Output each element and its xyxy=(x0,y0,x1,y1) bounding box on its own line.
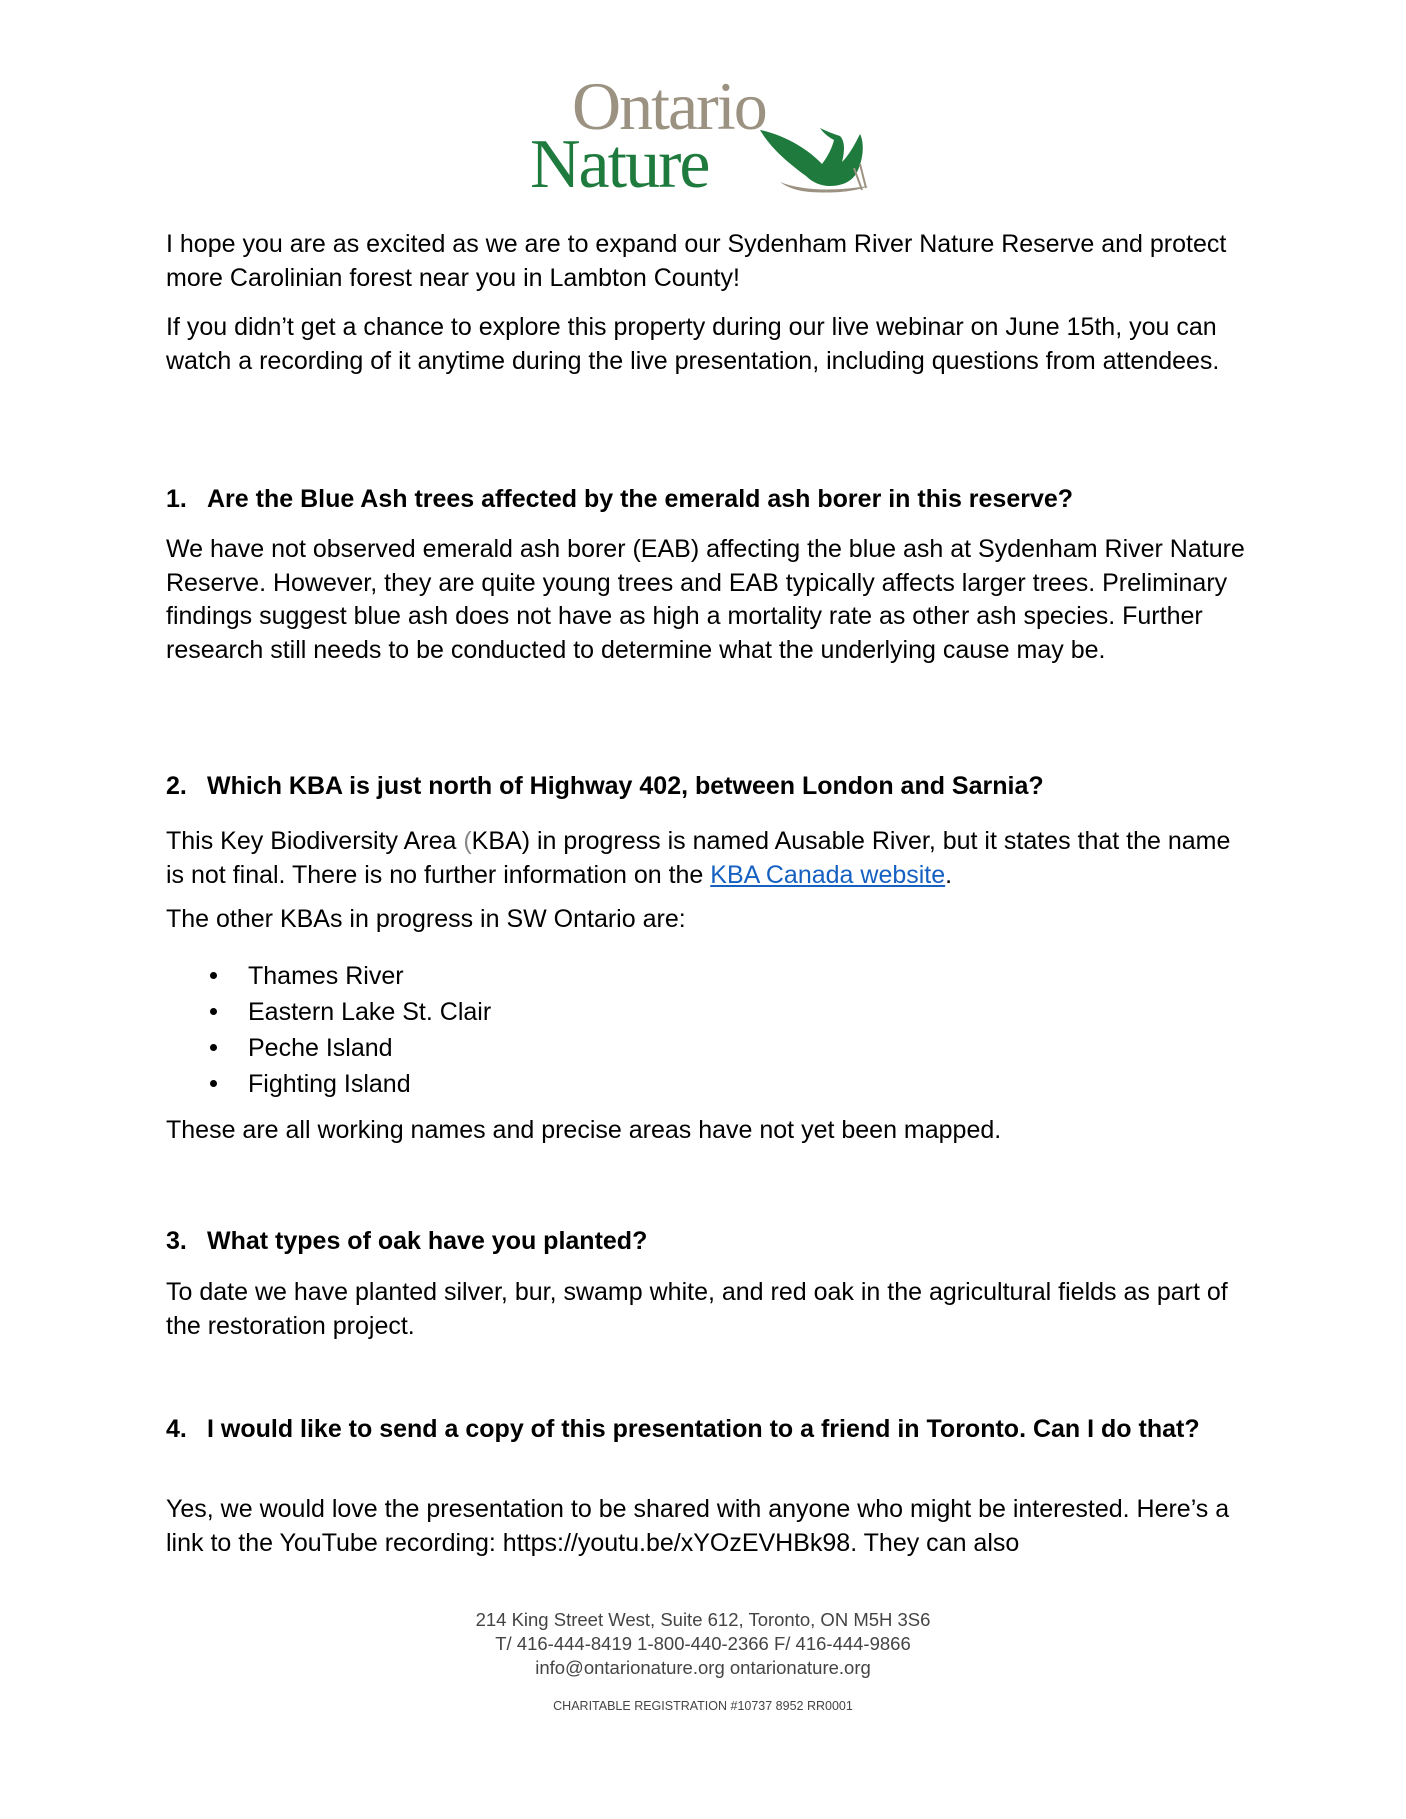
kba-list xyxy=(166,958,491,1102)
question-text: What types of oak have you planted? xyxy=(207,1227,648,1255)
answer-paren: ( xyxy=(463,827,472,855)
answer-2 xyxy=(166,825,1246,892)
question-number: 3. xyxy=(166,1227,187,1255)
bullet-icon xyxy=(210,972,217,979)
question-text: Which KBA is just north of Highway 402, between London and Sarnia? xyxy=(207,772,1044,800)
question-2-heading xyxy=(166,770,1246,804)
question-number: 1. xyxy=(166,485,187,513)
kba-list-outro: These are all working names and precise areas have not yet been mapped. xyxy=(166,1116,1002,1144)
question-number: 2. xyxy=(166,772,187,800)
question-text: Are the Blue Ash trees affected by the emerald ash borer in this reserve? xyxy=(207,485,1074,513)
intro-paragraph-1: I hope you are as excited as we are to expand our Sydenham River Nature Reserve and protect more Carolinian forest near you in Lambton County! xyxy=(166,230,1227,292)
answer-text: KBA) in progress is named Ausable River, but it states that the name is not final. There is no further information on the xyxy=(166,827,1231,889)
footer xyxy=(0,1608,1406,1713)
list-item-text: Thames River xyxy=(248,962,404,990)
answer-text: This Key Biodiversity Area xyxy=(166,827,464,855)
footer-web: info@ontarionature.org ontarionature.org xyxy=(535,1657,871,1678)
question-number: 4. xyxy=(166,1415,187,1443)
question-3-heading xyxy=(166,1225,1246,1259)
logo-nature-text: Nature xyxy=(530,126,709,203)
footer-registration: CHARITABLE REGISTRATION #10737 8952 RR0001 xyxy=(553,1699,853,1713)
kba-canada-website-link[interactable]: KBA Canada website xyxy=(710,860,946,889)
list-item-text: Peche Island xyxy=(248,1034,393,1062)
intro-paragraph-2: If you didn’t get a chance to explore this property during our live webinar on June 15th, you can watch a recording of it anytime during the live presentation, including questions from attendees. xyxy=(166,313,1220,375)
kba-list-intro: The other KBAs in progress in SW Ontario are: xyxy=(166,905,686,933)
footer-address: 214 King Street West, Suite 612, Toronto, ON M5H 3S6 xyxy=(475,1609,931,1630)
list-item xyxy=(166,958,491,994)
list-item xyxy=(166,1066,491,1102)
answer-4: Yes, we would love the presentation to be shared with anyone who might be interested. Here’s a link to the YouTube recording: https://youtu.be/xYOzEVHBk98. They can also xyxy=(166,1495,1230,1557)
list-item xyxy=(166,1030,491,1066)
list-item-text: Eastern Lake St. Clair xyxy=(248,998,492,1026)
question-text: I would like to send a copy of this presentation to a friend in Toronto. Can I do that? xyxy=(207,1415,1200,1443)
answer-text: . xyxy=(945,860,953,889)
question-1-heading xyxy=(166,483,1246,517)
bullet-icon xyxy=(210,1080,217,1087)
list-item xyxy=(166,994,491,1030)
ontario-nature-logo xyxy=(528,68,878,203)
answer-1: We have not observed emerald ash borer (EAB) affecting the blue ash at Sydenham River Nature Reserve. However, they are quite young trees and EAB typically affects larger trees. Preliminary findings suggest blue ash does not have as high a mortality rate as other ash species. Further research still needs to be conducted to determine what the underlying cause may be. xyxy=(166,535,1245,664)
answer-3: To date we have planted silver, bur, swamp white, and red oak in the agricultural fields as part of the restoration project. xyxy=(166,1278,1228,1340)
loon-bird-icon xyxy=(750,120,880,200)
bullet-icon xyxy=(210,1044,217,1051)
footer-phones: T/ 416-444-8419 1-800-440-2366 F/ 416-444-9866 xyxy=(495,1633,911,1654)
list-item-text: Fighting Island xyxy=(248,1070,411,1098)
bullet-icon xyxy=(210,1008,217,1015)
question-4-heading xyxy=(166,1413,1246,1447)
logo-ontario-text: Ontario xyxy=(572,68,766,144)
